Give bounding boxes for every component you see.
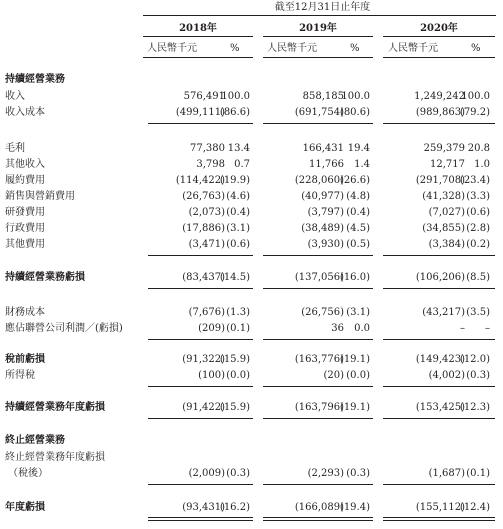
unit-rule-2019 <box>263 57 373 58</box>
amount-cell: (163,796) <box>294 402 344 413</box>
percent-cell: 0.7 <box>234 159 250 170</box>
period-title: 截至12月31日止年度 <box>274 2 371 13</box>
percent-cell: (0.4) <box>346 207 370 218</box>
percent-cell: (0.4) <box>226 207 250 218</box>
percent-cell: (26.6) <box>339 175 370 186</box>
subtotal-rule <box>148 339 253 340</box>
pct-label-2020: % <box>471 43 481 54</box>
row-label: 財務成本 <box>5 307 45 318</box>
percent-cell: (0.6) <box>226 239 250 250</box>
amount-cell: (3,384) <box>428 239 465 250</box>
amount-cell: (91,422) <box>182 402 225 413</box>
percent-cell: (0.6) <box>466 207 490 218</box>
percent-cell: 20.8 <box>467 143 490 154</box>
row-label: 持續經營業務年度虧損 <box>5 402 105 413</box>
amount-cell: (3,797) <box>307 207 344 218</box>
subtotal-rule <box>263 386 373 387</box>
row-label: 終止經營業務年度虧損 <box>5 452 105 463</box>
amount-cell: 1,249,242 <box>414 91 465 102</box>
row-label: 所得稅 <box>5 370 35 381</box>
amount-cell: (7,676) <box>188 307 225 318</box>
subtotal-rule <box>148 386 253 387</box>
amount-cell: (1,687) <box>428 468 465 479</box>
year-2018-rule <box>143 36 253 37</box>
row-label: 履約費用 <box>5 175 45 186</box>
percent-cell: (80.6) <box>339 107 370 118</box>
percent-cell: (19.4) <box>339 502 370 513</box>
percent-cell: (3.5) <box>466 307 490 318</box>
amount-cell: (40,977) <box>301 191 344 202</box>
amount-cell: (149,423) <box>415 354 465 365</box>
subtotal-rule <box>383 386 495 387</box>
amount-cell: (166,089) <box>294 502 344 513</box>
percent-cell: (0.0) <box>346 370 370 381</box>
percent-cell: (12.0) <box>459 354 490 365</box>
amount-cell: (228,060) <box>294 175 344 186</box>
subtotal-rule <box>263 255 373 256</box>
amount-cell: (209) <box>198 323 225 334</box>
amount-cell: (137,056) <box>294 272 344 283</box>
year-2019-rule <box>263 36 373 37</box>
amount-cell: (93,431) <box>182 502 225 513</box>
amount-cell: (100) <box>198 370 225 381</box>
amount-cell: (3,471) <box>188 239 225 250</box>
subtotal-rule <box>383 288 495 289</box>
row-label: 收入 <box>5 91 25 102</box>
amount-cell: (155,112) <box>415 502 465 513</box>
amount-cell: (691,754) <box>294 107 344 118</box>
pct-label-2018: % <box>230 43 240 54</box>
amount-cell: (4,002) <box>428 370 465 381</box>
percent-cell: (16.2) <box>219 502 250 513</box>
amount-cell: (34,855) <box>422 223 465 234</box>
amount-cell: (7,027) <box>428 207 465 218</box>
subtotal-rule <box>383 418 495 419</box>
percent-cell: 13.4 <box>227 143 250 154</box>
percent-cell: (0.5) <box>346 239 370 250</box>
percent-cell: (0.3) <box>226 468 250 479</box>
year-2020-rule <box>383 36 495 37</box>
percent-cell: (3.1) <box>226 223 250 234</box>
percent-cell: 19.4 <box>347 143 370 154</box>
row-label: 其他收入 <box>5 159 45 170</box>
row-label: 毛利 <box>5 143 25 154</box>
row-label: 持續經營業務虧損 <box>5 272 85 283</box>
amount-cell: (114,422) <box>175 175 225 186</box>
percent-cell: (19.1) <box>339 402 370 413</box>
amount-cell: (17,886) <box>182 223 225 234</box>
percent-cell: (15.9) <box>219 402 250 413</box>
percent-cell: (23.4) <box>459 175 490 186</box>
amount-cell: 3,798 <box>196 159 225 170</box>
percent-cell: 100.0 <box>461 91 490 102</box>
amount-cell: 36 <box>331 323 344 334</box>
subtotal-rule <box>383 484 495 485</box>
row-label: 年度虧損 <box>5 502 45 513</box>
amount-cell: 858,185 <box>302 91 344 102</box>
percent-cell: (16.0) <box>339 272 370 283</box>
percent-cell: (4.6) <box>226 191 250 202</box>
amount-cell: (2,293) <box>307 468 344 479</box>
subtotal-rule <box>148 123 253 124</box>
percent-cell: (79.2) <box>459 107 490 118</box>
percent-cell: (3.1) <box>346 307 370 318</box>
row-label: （稅後） <box>8 468 48 479</box>
percent-cell: (0.1) <box>226 323 250 334</box>
percent-cell: (1.3) <box>226 307 250 318</box>
subtotal-rule <box>263 339 373 340</box>
subtotal-rule <box>383 123 495 124</box>
percent-cell: (0.2) <box>466 239 490 250</box>
amount-cell: 166,431 <box>302 143 344 154</box>
year-2019-header: 2019年 <box>299 23 337 34</box>
amount-cell: (38,489) <box>301 223 344 234</box>
percent-cell: (2.8) <box>466 223 490 234</box>
subtotal-rule <box>148 288 253 289</box>
subtotal-rule <box>148 418 253 419</box>
year-2018-header: 2018年 <box>179 23 217 34</box>
total-double-rule <box>263 517 373 521</box>
amount-cell: (2,009) <box>188 468 225 479</box>
percent-cell: (0.0) <box>226 370 250 381</box>
percent-cell: (4.5) <box>346 223 370 234</box>
percent-cell: (15.9) <box>219 354 250 365</box>
amount-cell: (163,776) <box>294 354 344 365</box>
total-double-rule <box>383 517 495 521</box>
amount-cell: (26,756) <box>301 307 344 318</box>
percent-cell: – <box>485 323 490 334</box>
total-double-rule <box>148 517 253 521</box>
subtotal-rule <box>383 255 495 256</box>
amount-cell: 11,766 <box>309 159 344 170</box>
amount-cell: (26,763) <box>182 191 225 202</box>
subtotal-rule <box>383 339 495 340</box>
unit-rule-2018 <box>143 57 253 58</box>
period-title-rule <box>143 15 496 16</box>
amount-cell: 576,491 <box>183 91 225 102</box>
unit-label-2020: 人民幣千元 <box>388 43 438 54</box>
percent-cell: (8.5) <box>466 272 490 283</box>
subtotal-rule <box>148 255 253 256</box>
subtotal-rule <box>263 288 373 289</box>
subtotal-rule <box>263 418 373 419</box>
row-label: 行政費用 <box>5 223 45 234</box>
row-label: 持續經營業務 <box>5 74 65 85</box>
amount-cell: (41,328) <box>422 191 465 202</box>
row-label: 稅前虧損 <box>5 354 45 365</box>
percent-cell: (86.6) <box>219 107 250 118</box>
percent-cell: 1.0 <box>474 159 490 170</box>
percent-cell: (19.1) <box>339 354 370 365</box>
amount-cell: (989,863) <box>415 107 465 118</box>
percent-cell: (0.1) <box>466 468 490 479</box>
percent-cell: (0.3) <box>466 370 490 381</box>
percent-cell: 0.0 <box>354 323 370 334</box>
amount-cell: (2,073) <box>188 207 225 218</box>
subtotal-rule <box>263 484 373 485</box>
percent-cell: 100.0 <box>341 91 370 102</box>
percent-cell: (19.9) <box>219 175 250 186</box>
amount-cell: – <box>460 323 465 334</box>
percent-cell: (12.3) <box>459 402 490 413</box>
unit-rule-2020 <box>383 57 495 58</box>
amount-cell: (91,322) <box>182 354 225 365</box>
percent-cell: (4.8) <box>346 191 370 202</box>
amount-cell: 259,379 <box>423 143 465 154</box>
row-label: 終止經營業務 <box>5 435 65 446</box>
amount-cell: (291,708) <box>415 175 465 186</box>
percent-cell: (3.3) <box>466 191 490 202</box>
pct-label-2019: % <box>350 43 360 54</box>
row-label: 銷售與營銷費用 <box>5 191 75 202</box>
amount-cell: (83,437) <box>182 272 225 283</box>
row-label: 應佔聯營公司利潤／(虧損) <box>5 323 123 334</box>
subtotal-rule <box>148 484 253 485</box>
unit-label-2018: 人民幣千元 <box>147 43 197 54</box>
year-2020-header: 2020年 <box>420 23 458 34</box>
percent-cell: 100.0 <box>221 91 250 102</box>
percent-cell: (12.4) <box>459 502 490 513</box>
amount-cell: 12,717 <box>430 159 465 170</box>
amount-cell: (106,206) <box>415 272 465 283</box>
amount-cell: (3,930) <box>307 239 344 250</box>
amount-cell: (499,111) <box>175 107 225 118</box>
row-label: 收入成本 <box>5 107 45 118</box>
row-label: 研發費用 <box>5 207 45 218</box>
amount-cell: (43,217) <box>422 307 465 318</box>
amount-cell: (153,425) <box>415 402 465 413</box>
row-label: 其他費用 <box>5 239 45 250</box>
percent-cell: (14.5) <box>219 272 250 283</box>
percent-cell: (0.3) <box>346 468 370 479</box>
amount-cell: (20) <box>323 370 344 381</box>
unit-label-2019: 人民幣千元 <box>267 43 317 54</box>
amount-cell: 77,380 <box>190 143 225 154</box>
subtotal-rule <box>263 123 373 124</box>
percent-cell: 1.4 <box>354 159 370 170</box>
